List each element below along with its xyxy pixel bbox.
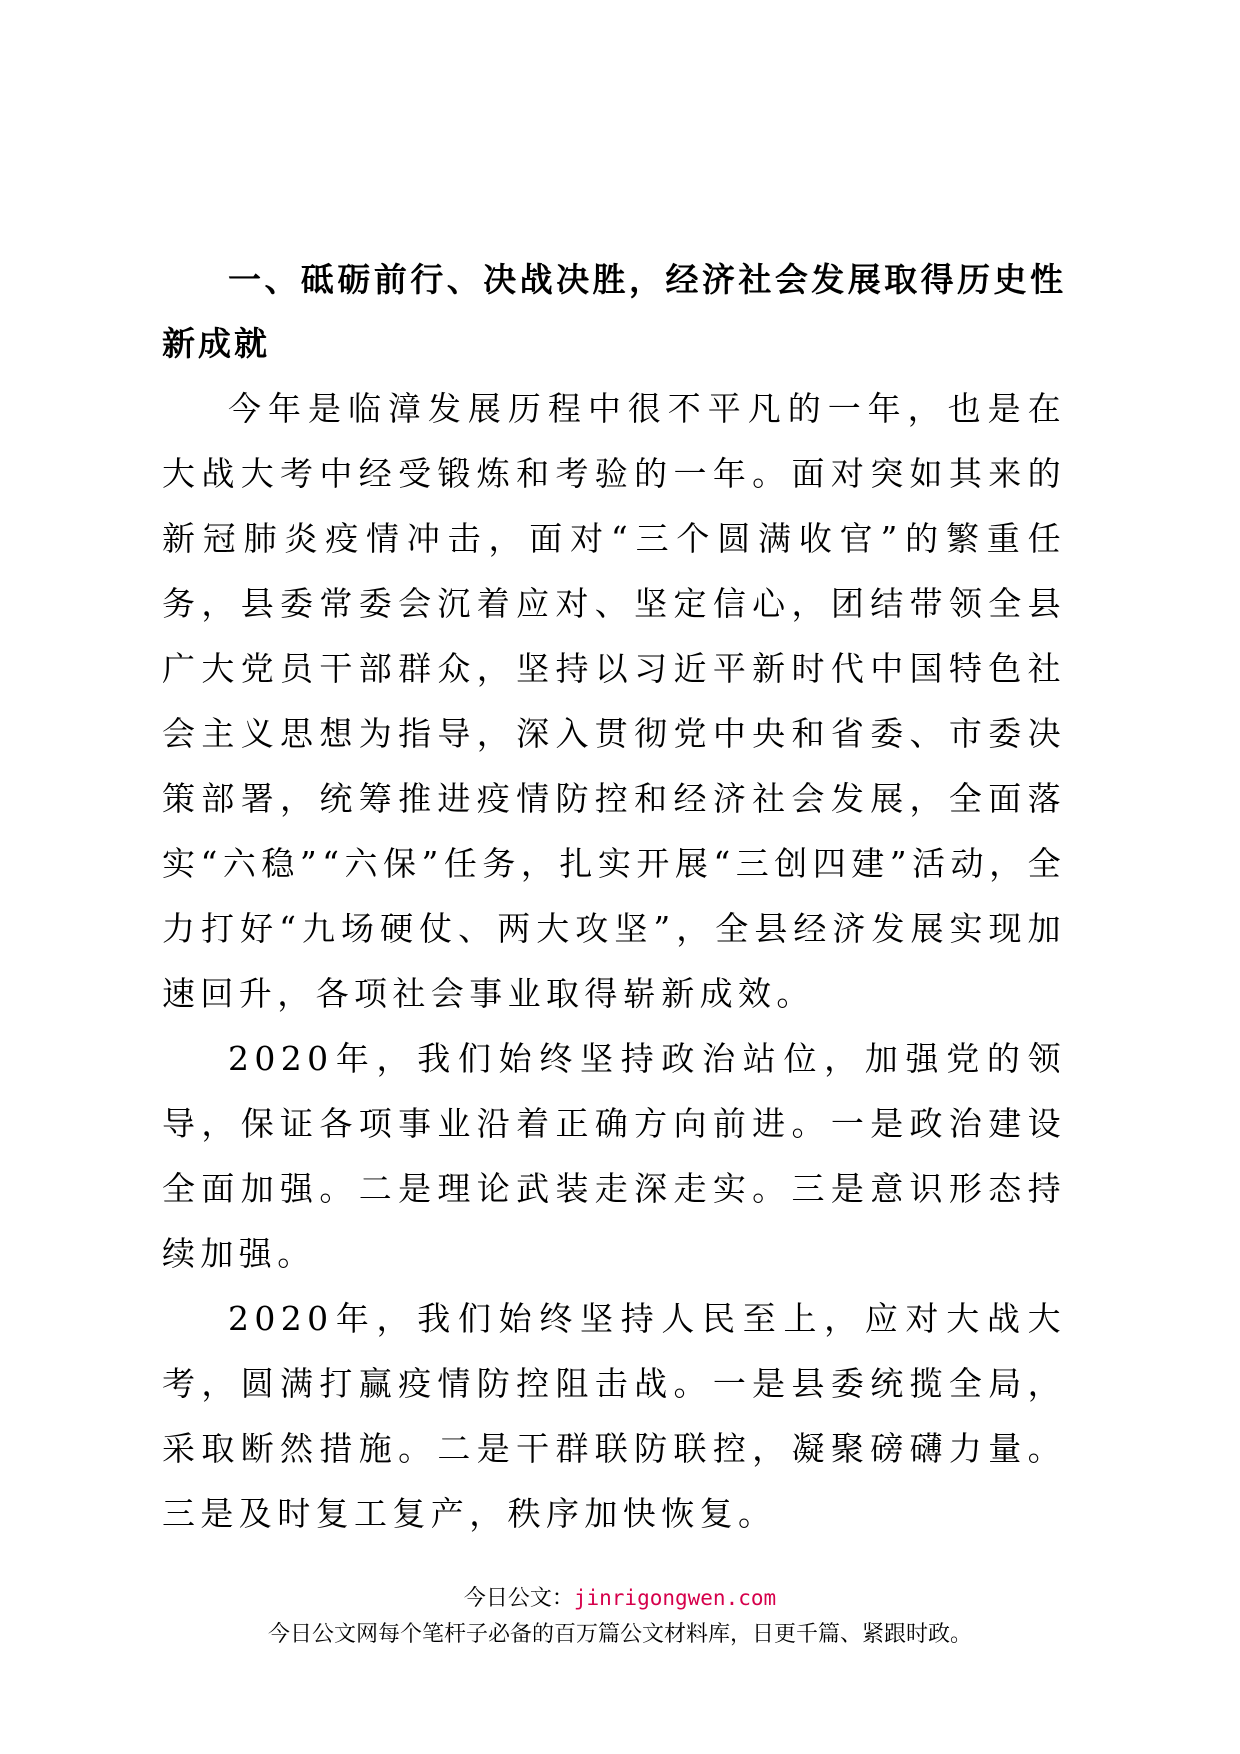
document-body	[162, 248, 1066, 1546]
paragraph-political: 2020年，我们始终坚持政治站位，加强党的领导，保证各项事业沿着正确方向前进。一是政治建设全面加强。二是理论武装走深走实。三是意识形态持续加强。	[162, 1039, 1066, 1273]
footer-source	[0, 1581, 1240, 1612]
paragraph-intro: 今年是临漳发展历程中很不平凡的一年，也是在大战大考中经受锻炼和考验的一年。面对突如其来的新冠肺炎疫情冲击，面对“三个圆满收官”的繁重任务，县委常委会沉着应对、坚定信心，团结带领全县广大党员干部群众，坚持以习近平新时代中国特色社会主义思想为指导，深入贯彻党中央和省委、市委决策部署，统筹推进疫情防控和经济社会发展，全面落实“六稳”“六保”任务，扎实开展“三创四建”活动，全力打好“九场硬仗、两大攻坚”，全县经济发展实现加速回升，各项社会事业取得崭新成效。	[162, 389, 1066, 1013]
paragraph-epidemic: 2020年，我们始终坚持人民至上，应对大战大考，圆满打赢疫情防控阻击战。一是县委统揽全局，采取断然措施。二是干群联防联控，凝聚磅礴力量。三是及时复工复产，秩序加快恢复。	[162, 1299, 1066, 1533]
footer-site-link[interactable]: jinrigongwen.com	[573, 1586, 777, 1610]
footer-label: 今日公文：	[463, 1586, 574, 1611]
section-heading: 一、砥砺前行、决战决胜，经济社会发展取得历史性新成就	[162, 260, 1066, 363]
footer-tagline: 今日公文网每个笔杆子必备的百万篇公文材料库，日更千篇、紧跟时政。	[267, 1622, 972, 1647]
